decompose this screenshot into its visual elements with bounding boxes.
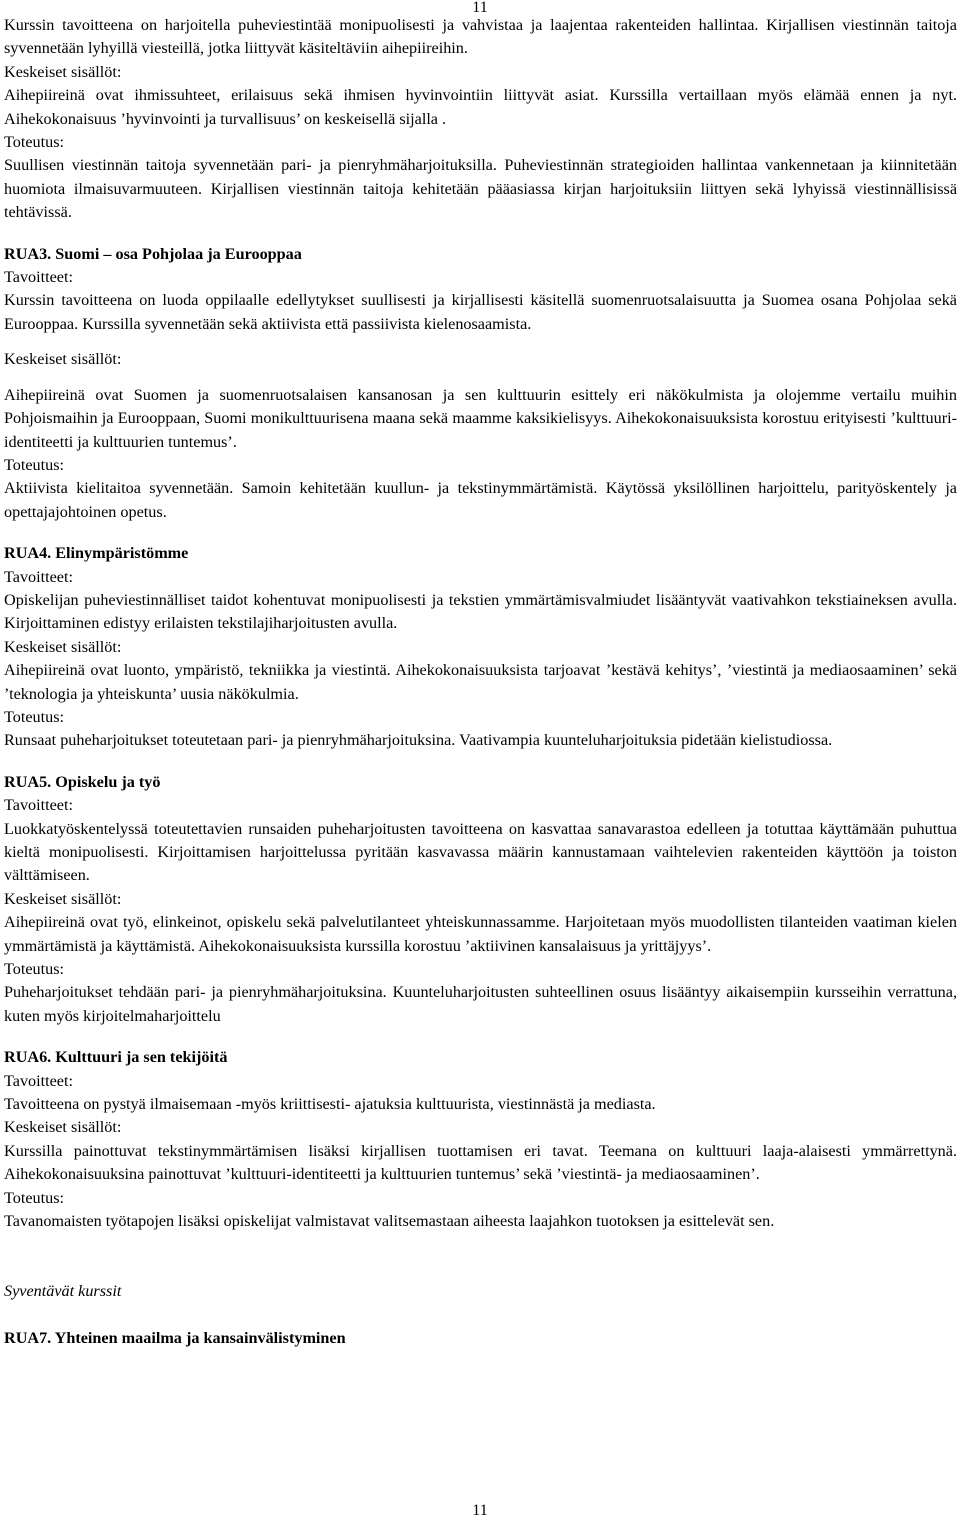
rua6-keskeiset-label: Keskeiset sisällöt: xyxy=(4,1118,122,1137)
intro-keskeiset-text: Aihepiireinä ovat ihmissuhteet, erilaisuus sekä ihmisen hyvinvointiin liittyvät asiat. Kurssilla vertaillaan myös elämää ennen ja nyt. Aihekokonaisuus ’hyvinvointi ja turvallisuus’ on keskeisellä sijalla . xyxy=(4,86,957,128)
rua4-toteutus-label: Toteutus: xyxy=(4,707,65,726)
rua6-toteutus-label: Toteutus: xyxy=(4,1188,65,1207)
intro-toteutus-text: Suullisen viestinnän taitoja syvennetään pari- ja pienryhmäharjoituksilla. Puheviestinnän strategioiden hallintaa vankennetaan ja kiinnitetään huomiota ilmaisuvarmuuteen. Kirjallisen viestinnän taitoja kehitetään pääasiassa kirjan harjoituksiin liittyen sekä lyhyissä viestinnällisissä tehtävissä. xyxy=(4,156,957,222)
page-number-top: 11 xyxy=(472,0,488,16)
rua6-keskeiset-text: Kurssilla painottuvat tekstinymmärtämisen lisäksi kirjallisen tuottamisen eri tavat. Teemana on kulttuuri laaja-alaisesti ymmärrettynä. Aihekokonaisuuksina painottuvat ’kulttuuri-identiteetti ja kulttuurien tuntemus’ sekä ’viestintä- ja mediaosaaminen’. xyxy=(4,1141,957,1184)
intro-keskeiset-label: Keskeiset sisällöt: xyxy=(4,62,122,81)
rua6-tavoitteet-text: Tavoitteena on pystyä ilmaisemaan -myös kriittisesti- ajatuksia kulttuurista, viestinnästä ja mediasta. xyxy=(4,1095,656,1114)
rua5-title: RUA5. Opiskelu ja työ xyxy=(4,772,161,791)
rua4-tavoitteet-text: Opiskelijan puheviestinnälliset taidot kohentuvat monipuolisesti ja tekstien ymmärtämisvalmiudet lisääntyvät vaativahkon tekstiaineksen avulla. Kirjoittaminen edistyy erilaisten tekstilajiharjoitusten avulla. xyxy=(4,590,957,633)
section-heading-syventavat: Syventävät kurssit xyxy=(4,1281,122,1300)
spacer xyxy=(4,1028,957,1046)
rua4-keskeiset-text: Aihepiireinä ovat luonto, ympäristö, tekniikka ja viestintä. Aihekokonaisuuksista tarjoavat ’kestävä kehitys’, ’viestintä ja mediaosaaminen’ sekä ’teknologia ja yhteiskunta’ uusia näkökulmia. xyxy=(4,661,957,703)
rua3-tavoitteet-label: Tavoitteet: xyxy=(4,268,73,287)
rua3-tavoitteet-text: Kurssin tavoitteena on luoda oppilaalle edellytykset suullisesti ja kirjallisesti käsitellä suomenruotsalaisuutta ja Suomea osana Pohjolaa sekä Eurooppaa. Kurssilla syvennetään sekä aktiivista että passiivista kielenosaamista. xyxy=(4,291,957,333)
rua3-toteutus-text: Aktiivista kielitaitoa syvennetään. Samoin kehitetään kuullun- ja tekstinymmärtämistä. Käytössä yksilöllinen harjoittelu, parityöskentely ja opettajajohtoinen opetus. xyxy=(4,479,957,521)
rua4-tavoitteet-label: Tavoitteet: xyxy=(4,567,73,586)
rua6-toteutus-text: Tavanomaisten työtapojen lisäksi opiskelijat valmistavat valitsemastaan aiheesta laajahkon tuotoksen ja esittelevät sen. xyxy=(4,1212,775,1231)
rua5-keskeiset-text: Aihepiireinä ovat työ, elinkeinot, opiskelu sekä palvelutilanteet yhteiskunnassamme. Harjoitetaan myös muodollisten tilanteiden vaatiman kielen ymmärtämistä ja käyttämistä. Aihekokonaisuuksista kurssilla korostuu ’aktiivinen kansalaisuus ja yrittäjyys’. xyxy=(4,913,957,955)
rua7-title: RUA7. Yhteinen maailma ja kansainvälistyminen xyxy=(4,1328,346,1347)
rua3-keskeiset-label: Keskeiset sisällöt: xyxy=(4,350,122,369)
rua5-tavoitteet-label: Tavoitteet: xyxy=(4,796,73,815)
rua5-toteutus-text: Puheharjoitukset tehdään pari- ja pienryhmäharjoituksina. Kuunteluharjoitusten suhteellinen osuus lisääntyy aikaisempiin kursseihin verrattuna, kuten myös kirjoitelmaharjoittelu xyxy=(4,983,957,1025)
spacer xyxy=(4,225,957,243)
rua6-tavoitteet-label: Tavoitteet: xyxy=(4,1071,73,1090)
rua4-title: RUA4. Elinympäristömme xyxy=(4,544,189,563)
rua5-tavoitteet-text: Luokkatyöskentelyssä toteutettavien runsaiden puheharjoitusten tavoitteena on kasvattaa sanavarastoa edelleen ja totuttaa käyttämään puhuttua kieltä monipuolisesti. Kirjoittamisen harjoittelussa pyritään kasvavassa määrin kannustamaan vaihtelevien rakenteiden käyttöön ja toiston välttämiseen. xyxy=(4,819,957,885)
rua3-title: RUA3. Suomi – osa Pohjolaa ja Eurooppaa xyxy=(4,244,302,263)
spacer xyxy=(4,372,957,384)
rua3-toteutus-label: Toteutus: xyxy=(4,455,65,474)
spacer xyxy=(4,753,957,771)
rua6-title: RUA6. Kulttuuri ja sen tekijöitä xyxy=(4,1048,228,1067)
spacer xyxy=(4,524,957,542)
rua5-toteutus-label: Toteutus: xyxy=(4,960,65,979)
document-body xyxy=(4,14,957,1350)
intro-goal-text: Kurssin tavoitteena on harjoitella puheviestintää monipuolisesti ja vahvistaa ja laajentaa rakenteiden hallintaa. Kirjallisen viestinnän taitoja syvennetään lyhyillä viesteillä, jotka liittyvät käsiteltäviin aihepiireihin. xyxy=(4,16,957,58)
rua4-keskeiset-label: Keskeiset sisällöt: xyxy=(4,637,122,656)
rua4-toteutus-text: Runsaat puheharjoitukset toteutetaan pari- ja pienryhmäharjoituksina. Vaativampia kuunteluharjoituksia pidetään kielistudiossa. xyxy=(4,731,833,750)
intro-toteutus-label: Toteutus: xyxy=(4,133,65,152)
spacer xyxy=(4,336,957,348)
rua3-keskeiset-text: Aihepiireinä ovat Suomen ja suomenruotsalaisen kansanosan ja sen kulttuurin esittely eri näkökulmista ja olojemme vertailu muihin Pohjoismaihin ja Eurooppaan, Suomi monikulttuurisena maana sekä maamme kaksikielisyys. Aihekokonaisuuksista korostuu erityisesti ’kulttuuri-identiteetti ja kulttuurien tuntemus’. xyxy=(4,385,957,451)
page-number-bottom: 11 xyxy=(472,1502,488,1519)
rua5-keskeiset-label: Keskeiset sisällöt: xyxy=(4,889,122,908)
